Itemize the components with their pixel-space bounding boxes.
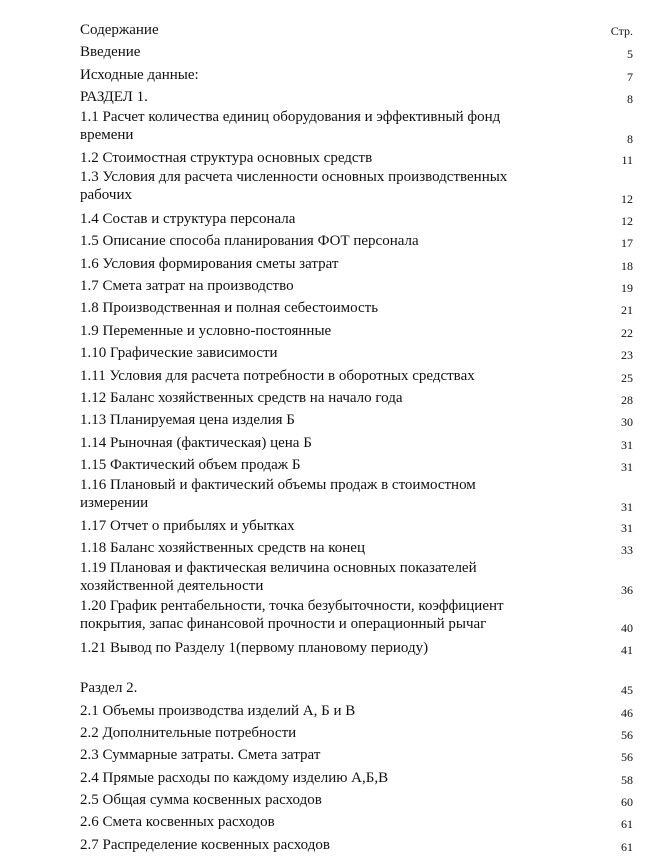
toc-entry	[80, 517, 633, 535]
toc-entry-title: 1.20 График рентабельности, точка безубыточности, коэффициент покрытия, запас финансовой прочности и операционный рычаг	[80, 598, 504, 632]
toc-entry-title: 1.16 Плановый и фактический объемы продаж в стоимостном измерении	[80, 477, 476, 511]
toc-entry-page-number: 33	[621, 543, 633, 557]
toc-entry-page-number: 31	[621, 438, 633, 452]
toc-entry	[80, 43, 633, 61]
toc-entry-title: 1.1 Расчет количества единиц оборудования и эффективный фонд времени	[80, 109, 501, 143]
toc-entry-title: 2.1 Объемы производства изделий А, Б и В	[80, 703, 356, 719]
toc-entry-title: 2.7 Распределение косвенных расходов	[80, 837, 330, 853]
toc-entry-page-number: 23	[621, 348, 633, 362]
toc-entry-title: 1.10 Графические зависимости	[80, 345, 278, 361]
toc-entry-title: 1.21 Вывод по Разделу 1(первому плановому периоду)	[80, 640, 429, 656]
toc-entry-title: 1.15 Фактический объем продаж Б	[80, 457, 301, 473]
toc-entry-title: 2.5 Общая сумма косвенных расходов	[80, 792, 322, 808]
toc-entry-title: 1.17 Отчет о прибылях и убытках	[80, 518, 295, 534]
toc-entry	[80, 559, 633, 597]
toc-entry	[80, 389, 633, 407]
toc-entry-page-number: 60	[621, 795, 633, 809]
toc-entry-page-number: 31	[621, 521, 633, 535]
toc-entry	[80, 277, 633, 295]
toc-entry-title: Введение	[80, 44, 141, 60]
toc-entry	[80, 210, 633, 228]
toc-entry-page-number: 12	[621, 214, 633, 228]
toc-entry	[80, 724, 633, 742]
toc-entry-title: 1.9 Переменные и условно-постоянные	[80, 323, 332, 339]
toc-entry-title: 1.6 Условия формирования сметы затрат	[80, 256, 339, 272]
toc-entry	[80, 434, 633, 452]
toc-entry	[80, 299, 633, 317]
toc-entry	[80, 367, 633, 385]
toc-entry-page-number: 8	[627, 92, 633, 106]
toc-entry-page-number: 12	[621, 192, 633, 206]
toc-entry-page-number: 41	[621, 643, 633, 657]
toc-entry-page-number: 5	[627, 47, 633, 61]
toc-entry	[80, 232, 633, 250]
toc-entry-page-number: 36	[621, 583, 633, 597]
toc-entry-title: 2.2 Дополнительные потребности	[80, 725, 297, 741]
toc-entry-page-number: 31	[621, 460, 633, 474]
toc-entry-page-number: 25	[621, 371, 633, 385]
toc-entry-page-number: 40	[621, 621, 633, 635]
toc-entry-title: РАЗДЕЛ 1.	[80, 89, 148, 105]
toc-entry-page-number: 28	[621, 393, 633, 407]
toc-entry-title: 1.11 Условия для расчета потребности в оборотных средствах	[80, 368, 475, 384]
toc-entry-title: 2.3 Суммарные затраты. Смета затрат	[80, 747, 321, 763]
toc-entry-page-number: 45	[621, 683, 633, 697]
toc-entry	[80, 344, 633, 362]
toc-entry-title: 1.3 Условия для расчета численности основных производственных рабочих	[80, 169, 508, 203]
toc-entry	[80, 597, 633, 635]
toc-entry	[80, 255, 633, 273]
toc-entry-page-number: 46	[621, 706, 633, 720]
toc-entry-page-number: 18	[621, 259, 633, 273]
toc-entry	[80, 108, 633, 146]
toc-entry	[80, 679, 633, 697]
toc-entry	[80, 456, 633, 474]
toc-entry	[80, 539, 633, 557]
toc-entry	[80, 813, 633, 831]
toc-entry-page-number: 17	[621, 236, 633, 250]
toc-entry-page-number: 56	[621, 750, 633, 764]
toc-entry	[80, 476, 633, 514]
toc-entry-title: 1.13 Планируемая цена изделия Б	[80, 412, 295, 428]
toc-entry-page-number: 61	[621, 840, 633, 854]
toc-entry	[80, 746, 633, 764]
toc-entry-page-number: 21	[621, 303, 633, 317]
toc-entry	[80, 836, 633, 854]
toc-entry	[80, 791, 633, 809]
toc-entry-page-number: 11	[621, 153, 633, 167]
toc-entry-page-number: 56	[621, 728, 633, 742]
toc-entry	[80, 149, 633, 167]
toc-entry-page-number: 58	[621, 773, 633, 787]
toc-entry-title: Раздел 2.	[80, 680, 138, 696]
toc-entry-page-number: 8	[627, 132, 633, 146]
toc-entry-page-number: 61	[621, 817, 633, 831]
toc-entry-title: 1.12 Баланс хозяйственных средств на начало года	[80, 390, 403, 406]
toc-entry-title: 1.18 Баланс хозяйственных средств на конец	[80, 540, 365, 556]
toc-entry	[80, 88, 633, 106]
toc-entry-page-number: 31	[621, 500, 633, 514]
toc-heading: Содержание	[80, 22, 159, 38]
toc-entry-title: 1.2 Стоимостная структура основных средств	[80, 150, 373, 166]
toc-entry-title: 1.4 Состав и структура персонала	[80, 211, 296, 227]
toc-entry-title: 1.8 Производственная и полная себестоимость	[80, 300, 379, 316]
toc-entry-title: 2.4 Прямые расходы по каждому изделию А,Б,В	[80, 770, 389, 786]
toc-entry-page-number: 19	[621, 281, 633, 295]
toc-entry-title: 1.7 Смета затрат на производство	[80, 278, 294, 294]
toc-entry	[80, 168, 633, 206]
toc-entry	[80, 66, 633, 84]
toc-entry-title: 1.14 Рыночная (фактическая) цена Б	[80, 435, 312, 451]
toc-entry-page-number: 22	[621, 326, 633, 340]
toc-entry-title: 1.19 Плановая и фактическая величина основных показателей хозяйственной деятельности	[80, 560, 477, 594]
toc-entry	[80, 702, 633, 720]
toc-entry	[80, 639, 633, 657]
toc-entry-page-number: 7	[627, 70, 633, 84]
toc-entry-page-number: 30	[621, 415, 633, 429]
toc-entry-title: 2.6 Смета косвенных расходов	[80, 814, 275, 830]
toc-entry	[80, 411, 633, 429]
toc-entry	[80, 322, 633, 340]
toc-entry-title: 1.5 Описание способа планирования ФОТ персонала	[80, 233, 419, 249]
toc-entry	[80, 769, 633, 787]
page-column-heading: Стр.	[610, 24, 633, 38]
toc-entry-title: Исходные данные:	[80, 67, 199, 83]
